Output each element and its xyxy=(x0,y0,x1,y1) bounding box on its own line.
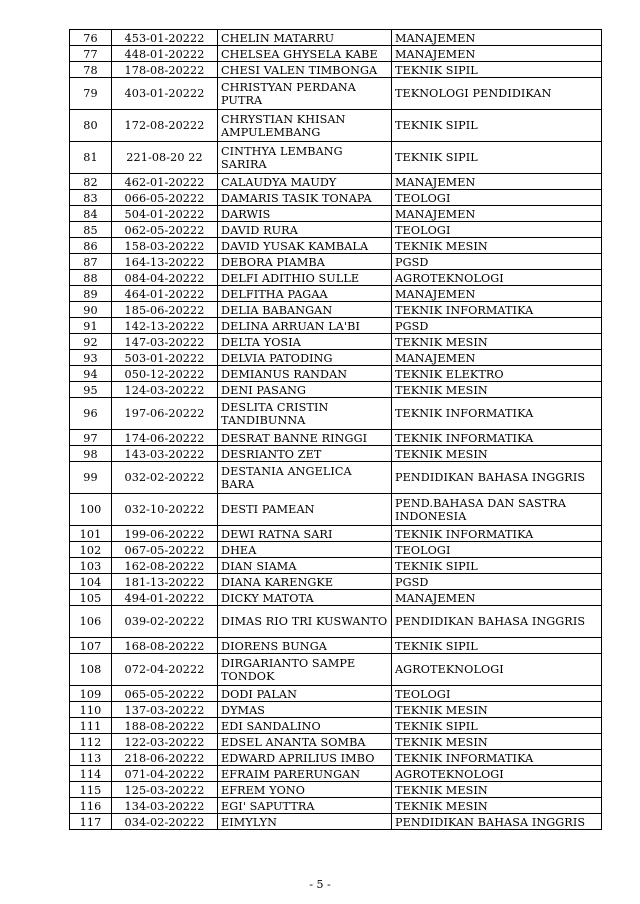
row-name: CINTHYA LEMBANG SARIRA xyxy=(218,142,392,174)
table-row xyxy=(70,718,602,734)
row-nim: 032-02-20222 xyxy=(112,462,218,494)
row-nim: 174-06-20222 xyxy=(112,430,218,446)
row-name: DEMIANUS RANDAN xyxy=(218,366,392,382)
row-name: DAVID RURA xyxy=(218,222,392,238)
row-name: DAVID YUSAK KAMBALA xyxy=(218,238,392,254)
row-number: 99 xyxy=(70,462,112,494)
row-study-program: AGROTEKNOLOGI xyxy=(392,766,602,782)
row-number: 91 xyxy=(70,318,112,334)
row-number: 95 xyxy=(70,382,112,398)
row-number: 82 xyxy=(70,174,112,190)
row-nim: 066-05-20222 xyxy=(112,190,218,206)
row-nim: 039-02-20222 xyxy=(112,606,218,638)
row-name: DIORENS BUNGA xyxy=(218,638,392,654)
page-number: - 5 - xyxy=(309,878,331,891)
row-nim: 168-08-20222 xyxy=(112,638,218,654)
table-row xyxy=(70,334,602,350)
row-name: EDSEL ANANTA SOMBA xyxy=(218,734,392,750)
table-row xyxy=(70,238,602,254)
row-number: 90 xyxy=(70,302,112,318)
table-row xyxy=(70,766,602,782)
row-nim: 218-06-20222 xyxy=(112,750,218,766)
row-number: 108 xyxy=(70,654,112,686)
row-number: 93 xyxy=(70,350,112,366)
row-nim: 137-03-20222 xyxy=(112,702,218,718)
row-number: 78 xyxy=(70,62,112,78)
row-name: DIAN SIAMA xyxy=(218,558,392,574)
row-study-program: TEKNIK MESIN xyxy=(392,702,602,718)
row-study-program: TEOLOGI xyxy=(392,190,602,206)
row-number: 106 xyxy=(70,606,112,638)
row-study-program: PGSD xyxy=(392,254,602,270)
row-name: CHELSEA GHYSELA KABE xyxy=(218,46,392,62)
row-number: 104 xyxy=(70,574,112,590)
row-name: DAMARIS TASIK TONAPA xyxy=(218,190,392,206)
row-nim: 199-06-20222 xyxy=(112,526,218,542)
row-nim: 125-03-20222 xyxy=(112,782,218,798)
row-study-program: PEND.BAHASA DAN SASTRA INDONESIA xyxy=(392,494,602,526)
row-nim: 124-03-20222 xyxy=(112,382,218,398)
row-number: 100 xyxy=(70,494,112,526)
row-study-program: TEKNIK INFORMATIKA xyxy=(392,430,602,446)
row-study-program: MANAJEMEN xyxy=(392,590,602,606)
table-row xyxy=(70,46,602,62)
row-nim: 504-01-20222 xyxy=(112,206,218,222)
row-nim: 050-12-20222 xyxy=(112,366,218,382)
row-number: 116 xyxy=(70,798,112,814)
row-study-program: TEKNIK MESIN xyxy=(392,334,602,350)
row-study-program: TEKNIK INFORMATIKA xyxy=(392,750,602,766)
row-name: DARWIS xyxy=(218,206,392,222)
row-study-program: TEKNIK SIPIL xyxy=(392,110,602,142)
table-row xyxy=(70,302,602,318)
row-study-program: TEKNIK ELEKTRO xyxy=(392,366,602,382)
table-row xyxy=(70,702,602,718)
row-name: DELFITHA PAGAA xyxy=(218,286,392,302)
table-row xyxy=(70,30,602,46)
table-row xyxy=(70,590,602,606)
row-study-program: TEKNIK SIPIL xyxy=(392,558,602,574)
row-number: 107 xyxy=(70,638,112,654)
table-row xyxy=(70,638,602,654)
table-row xyxy=(70,190,602,206)
row-name: DICKY MATOTA xyxy=(218,590,392,606)
row-name: EGI' SAPUTTRA xyxy=(218,798,392,814)
row-nim: 453-01-20222 xyxy=(112,30,218,46)
row-nim: 403-01-20222 xyxy=(112,78,218,110)
table-row xyxy=(70,734,602,750)
row-study-program: TEOLOGI xyxy=(392,686,602,702)
table-row xyxy=(70,398,602,430)
row-nim: 134-03-20222 xyxy=(112,798,218,814)
row-number: 112 xyxy=(70,734,112,750)
row-study-program: TEKNIK MESIN xyxy=(392,382,602,398)
row-nim: 494-01-20222 xyxy=(112,590,218,606)
row-number: 105 xyxy=(70,590,112,606)
row-nim: 147-03-20222 xyxy=(112,334,218,350)
row-number: 94 xyxy=(70,366,112,382)
row-name: EFRAIM PARERUNGAN xyxy=(218,766,392,782)
row-number: 114 xyxy=(70,766,112,782)
row-nim: 188-08-20222 xyxy=(112,718,218,734)
row-number: 103 xyxy=(70,558,112,574)
table-row xyxy=(70,206,602,222)
row-number: 89 xyxy=(70,286,112,302)
table-row xyxy=(70,782,602,798)
row-study-program: TEKNOLOGI PENDIDIKAN xyxy=(392,78,602,110)
row-nim: 065-05-20222 xyxy=(112,686,218,702)
row-name: DIRGARIANTO SAMPE TONDOK xyxy=(218,654,392,686)
row-number: 87 xyxy=(70,254,112,270)
row-name: DIMAS RIO TRI KUSWANTO xyxy=(218,606,392,638)
student-list-table xyxy=(69,29,602,830)
row-nim: 164-13-20222 xyxy=(112,254,218,270)
row-nim: 503-01-20222 xyxy=(112,350,218,366)
table-row xyxy=(70,78,602,110)
row-nim: 448-01-20222 xyxy=(112,46,218,62)
row-nim: 142-13-20222 xyxy=(112,318,218,334)
row-nim: 122-03-20222 xyxy=(112,734,218,750)
row-name: DEWI RATNA SARI xyxy=(218,526,392,542)
row-nim: 181-13-20222 xyxy=(112,574,218,590)
row-number: 77 xyxy=(70,46,112,62)
table-row xyxy=(70,350,602,366)
table-row xyxy=(70,814,602,830)
row-number: 97 xyxy=(70,430,112,446)
row-study-program: TEOLOGI xyxy=(392,542,602,558)
row-name: DODI PALAN xyxy=(218,686,392,702)
row-study-program: MANAJEMEN xyxy=(392,286,602,302)
table-row xyxy=(70,654,602,686)
row-name: DIANA KARENGKE xyxy=(218,574,392,590)
row-name: DELINA ARRUAN LA'BI xyxy=(218,318,392,334)
row-number: 110 xyxy=(70,702,112,718)
row-study-program: TEKNIK INFORMATIKA xyxy=(392,526,602,542)
row-name: DESRIANTO ZET xyxy=(218,446,392,462)
row-name: CALAUDYA MAUDY xyxy=(218,174,392,190)
row-study-program: MANAJEMEN xyxy=(392,174,602,190)
row-nim: 071-04-20222 xyxy=(112,766,218,782)
row-nim: 034-02-20222 xyxy=(112,814,218,830)
row-name: EDWARD APRILIUS IMBO xyxy=(218,750,392,766)
row-number: 117 xyxy=(70,814,112,830)
table-row xyxy=(70,222,602,238)
row-name: CHELIN MATARRU xyxy=(218,30,392,46)
row-study-program: MANAJEMEN xyxy=(392,30,602,46)
row-number: 92 xyxy=(70,334,112,350)
row-number: 79 xyxy=(70,78,112,110)
row-name: DESRAT BANNE RINGGI xyxy=(218,430,392,446)
row-study-program: TEKNIK MESIN xyxy=(392,734,602,750)
row-nim: 172-08-20222 xyxy=(112,110,218,142)
row-study-program: TEKNIK MESIN xyxy=(392,782,602,798)
table-row xyxy=(70,366,602,382)
row-study-program: AGROTEKNOLOGI xyxy=(392,270,602,286)
row-study-program: AGROTEKNOLOGI xyxy=(392,654,602,686)
row-number: 111 xyxy=(70,718,112,734)
table-row xyxy=(70,62,602,78)
row-study-program: PENDIDIKAN BAHASA INGGRIS xyxy=(392,462,602,494)
row-nim: 062-05-20222 xyxy=(112,222,218,238)
row-nim: 197-06-20222 xyxy=(112,398,218,430)
table-row xyxy=(70,462,602,494)
row-name: DELFI ADITHIO SULLE xyxy=(218,270,392,286)
row-study-program: TEOLOGI xyxy=(392,222,602,238)
row-name: DESLITA CRISTIN TANDIBUNNA xyxy=(218,398,392,430)
table-row xyxy=(70,318,602,334)
row-number: 109 xyxy=(70,686,112,702)
table-row xyxy=(70,606,602,638)
row-name: EFREM YONO xyxy=(218,782,392,798)
row-number: 96 xyxy=(70,398,112,430)
row-study-program: TEKNIK INFORMATIKA xyxy=(392,302,602,318)
row-nim: 143-03-20222 xyxy=(112,446,218,462)
row-number: 102 xyxy=(70,542,112,558)
row-name: DELTA YOSIA xyxy=(218,334,392,350)
row-nim: 067-05-20222 xyxy=(112,542,218,558)
row-number: 113 xyxy=(70,750,112,766)
row-name: EIMYLYN xyxy=(218,814,392,830)
table-row xyxy=(70,798,602,814)
row-number: 88 xyxy=(70,270,112,286)
row-study-program: PENDIDIKAN BAHASA INGGRIS xyxy=(392,814,602,830)
row-study-program: MANAJEMEN xyxy=(392,350,602,366)
row-study-program: MANAJEMEN xyxy=(392,206,602,222)
row-number: 84 xyxy=(70,206,112,222)
row-study-program: TEKNIK SIPIL xyxy=(392,718,602,734)
row-number: 83 xyxy=(70,190,112,206)
row-nim: 178-08-20222 xyxy=(112,62,218,78)
row-name: CHRISTYAN PERDANA PUTRA xyxy=(218,78,392,110)
table-row xyxy=(70,558,602,574)
row-study-program: TEKNIK SIPIL xyxy=(392,638,602,654)
table-row xyxy=(70,430,602,446)
row-nim: 072-04-20222 xyxy=(112,654,218,686)
row-name: DELIA BABANGAN xyxy=(218,302,392,318)
row-number: 80 xyxy=(70,110,112,142)
row-number: 115 xyxy=(70,782,112,798)
table-row xyxy=(70,142,602,174)
table-row xyxy=(70,286,602,302)
row-nim: 462-01-20222 xyxy=(112,174,218,190)
table-row xyxy=(70,574,602,590)
row-name: DHEA xyxy=(218,542,392,558)
row-number: 86 xyxy=(70,238,112,254)
row-nim: 084-04-20222 xyxy=(112,270,218,286)
row-study-program: TEKNIK MESIN xyxy=(392,798,602,814)
row-name: DESTANIA ANGELICA BARA xyxy=(218,462,392,494)
row-study-program: MANAJEMEN xyxy=(392,46,602,62)
table-row xyxy=(70,542,602,558)
table-row xyxy=(70,446,602,462)
row-name: DELVIA PATODING xyxy=(218,350,392,366)
table-row xyxy=(70,494,602,526)
table-row xyxy=(70,174,602,190)
row-name: DEBORA PIAMBA xyxy=(218,254,392,270)
row-study-program: PGSD xyxy=(392,574,602,590)
row-nim: 158-03-20222 xyxy=(112,238,218,254)
row-study-program: PENDIDIKAN BAHASA INGGRIS xyxy=(392,606,602,638)
row-name: DENI PASANG xyxy=(218,382,392,398)
row-study-program: TEKNIK SIPIL xyxy=(392,62,602,78)
row-number: 81 xyxy=(70,142,112,174)
row-number: 98 xyxy=(70,446,112,462)
student-list-body xyxy=(70,30,602,830)
row-name: DESTI PAMEAN xyxy=(218,494,392,526)
table-row xyxy=(70,270,602,286)
row-name: DYMAS xyxy=(218,702,392,718)
table-row xyxy=(70,382,602,398)
row-study-program: TEKNIK SIPIL xyxy=(392,142,602,174)
row-name: CHESI VALEN TIMBONGA xyxy=(218,62,392,78)
table-row xyxy=(70,526,602,542)
row-nim: 221-08-20 22 xyxy=(112,142,218,174)
row-name: EDI SANDALINO xyxy=(218,718,392,734)
table-row xyxy=(70,110,602,142)
table-row xyxy=(70,750,602,766)
table-row xyxy=(70,686,602,702)
row-study-program: TEKNIK MESIN xyxy=(392,446,602,462)
row-nim: 162-08-20222 xyxy=(112,558,218,574)
row-nim: 185-06-20222 xyxy=(112,302,218,318)
row-number: 85 xyxy=(70,222,112,238)
row-nim: 464-01-20222 xyxy=(112,286,218,302)
row-study-program: PGSD xyxy=(392,318,602,334)
row-number: 101 xyxy=(70,526,112,542)
row-nim: 032-10-20222 xyxy=(112,494,218,526)
row-study-program: TEKNIK MESIN xyxy=(392,238,602,254)
row-study-program: TEKNIK INFORMATIKA xyxy=(392,398,602,430)
table-row xyxy=(70,254,602,270)
row-number: 76 xyxy=(70,30,112,46)
row-name: CHRYSTIAN KHISAN AMPULEMBANG xyxy=(218,110,392,142)
